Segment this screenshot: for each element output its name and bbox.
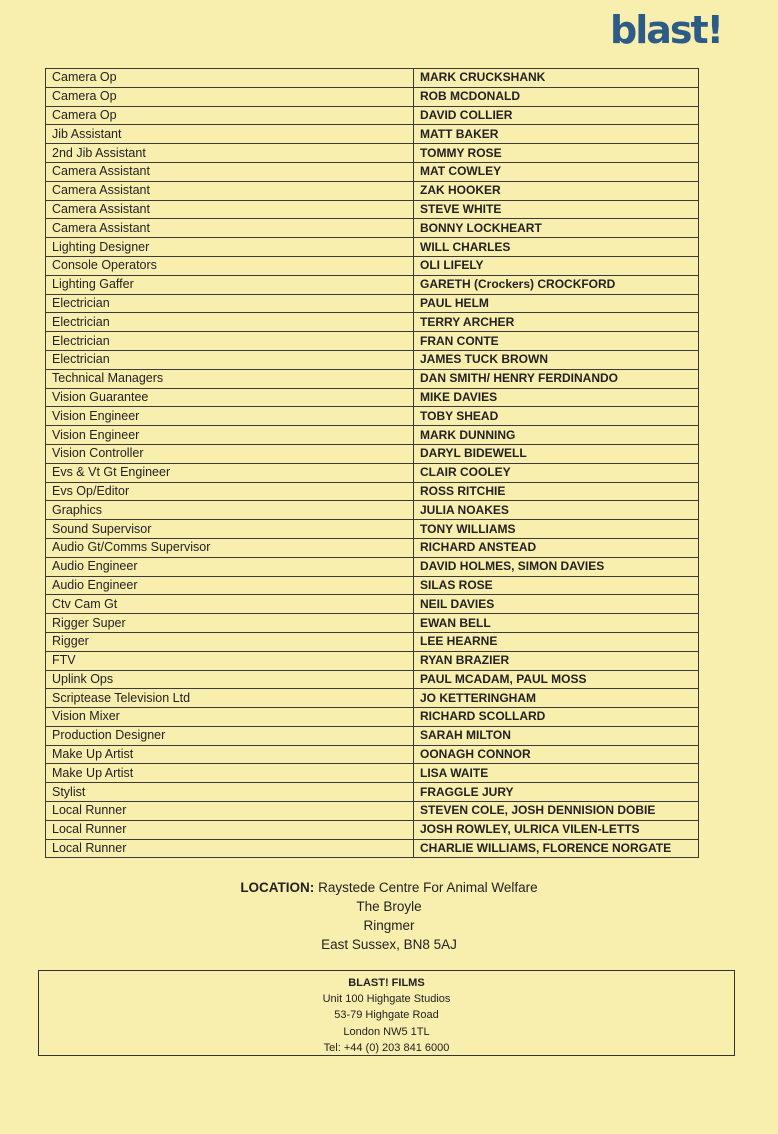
crew-role: Make Up Artist [46, 764, 414, 783]
crew-row [46, 463, 699, 482]
crew-role: Rigger [46, 632, 414, 651]
crew-role: Camera Assistant [46, 200, 414, 219]
crew-name: CLAIR COOLEY [414, 463, 699, 482]
crew-role: Console Operators [46, 256, 414, 275]
crew-role: Graphics [46, 501, 414, 520]
location-line-1 [0, 878, 778, 897]
crew-role: Ctv Cam Gt [46, 595, 414, 614]
crew-row [46, 444, 699, 463]
crew-row [46, 689, 699, 708]
crew-row [46, 200, 699, 219]
contact-line-2: 53-79 Highgate Road [334, 1009, 439, 1022]
crew-table-body [46, 69, 699, 858]
crew-role: Sound Supervisor [46, 520, 414, 539]
crew-role: Electrician [46, 350, 414, 369]
crew-row [46, 745, 699, 764]
crew-name: MARK DUNNING [414, 426, 699, 445]
crew-row [46, 219, 699, 238]
crew-name: DAVID COLLIER [414, 106, 699, 125]
crew-row [46, 614, 699, 633]
crew-name: MAT COWLEY [414, 162, 699, 181]
crew-role: 2nd Jib Assistant [46, 144, 414, 163]
crew-name: RYAN BRAZIER [414, 651, 699, 670]
crew-row [46, 181, 699, 200]
crew-row [46, 557, 699, 576]
crew-role: Rigger Super [46, 614, 414, 633]
crew-row [46, 407, 699, 426]
crew-row [46, 369, 699, 388]
contact-title: BLAST! FILMS [348, 977, 425, 989]
crew-role: Technical Managers [46, 369, 414, 388]
crew-name: SILAS ROSE [414, 576, 699, 595]
crew-row [46, 538, 699, 557]
crew-row [46, 106, 699, 125]
contact-line-1: Unit 100 Highgate Studios [322, 993, 451, 1006]
crew-row [46, 313, 699, 332]
crew-name: TERRY ARCHER [414, 313, 699, 332]
crew-name: GARETH (Crockers) CROCKFORD [414, 275, 699, 294]
crew-name: MARK CRUCKSHANK [414, 69, 699, 88]
crew-row [46, 501, 699, 520]
crew-role: FTV [46, 651, 414, 670]
crew-name: LISA WAITE [414, 764, 699, 783]
crew-name: STEVEN COLE, JOSH DENNISION DOBIE [414, 802, 699, 821]
crew-name: NEIL DAVIES [414, 595, 699, 614]
crew-role: Camera Assistant [46, 219, 414, 238]
crew-row [46, 520, 699, 539]
crew-role: Vision Guarantee [46, 388, 414, 407]
crew-role: Local Runner [46, 839, 414, 858]
crew-role: Make Up Artist [46, 745, 414, 764]
crew-role: Electrician [46, 332, 414, 351]
contact-box [38, 970, 735, 1056]
crew-row [46, 350, 699, 369]
crew-role: Electrician [46, 294, 414, 313]
crew-name: ZAK HOOKER [414, 181, 699, 200]
crew-name: TOBY SHEAD [414, 407, 699, 426]
crew-role: Local Runner [46, 802, 414, 821]
crew-name: OONAGH CONNOR [414, 745, 699, 764]
crew-role: Camera Assistant [46, 162, 414, 181]
location-label: LOCATION: [240, 880, 315, 895]
crew-name: RICHARD SCOLLARD [414, 708, 699, 727]
crew-name: JAMES TUCK BROWN [414, 350, 699, 369]
crew-row [46, 388, 699, 407]
crew-role: Lighting Gaffer [46, 275, 414, 294]
crew-table [45, 68, 699, 858]
crew-row [46, 820, 699, 839]
location-line-4: East Sussex, BN8 5AJ [321, 937, 457, 952]
crew-role: Electrician [46, 313, 414, 332]
crew-row [46, 87, 699, 106]
crew-role: Vision Engineer [46, 407, 414, 426]
crew-role: Stylist [46, 783, 414, 802]
crew-name: BONNY LOCKHEART [414, 219, 699, 238]
contact-line-4: Tel: +44 (0) 203 841 6000 [323, 1041, 450, 1054]
crew-row [46, 764, 699, 783]
crew-role: Scriptease Television Ltd [46, 689, 414, 708]
crew-name: ROB MCDONALD [414, 87, 699, 106]
crew-role: Audio Engineer [46, 557, 414, 576]
crew-name: LEE HEARNE [414, 632, 699, 651]
crew-name: PAUL MCADAM, PAUL MOSS [414, 670, 699, 689]
crew-name: RICHARD ANSTEAD [414, 538, 699, 557]
crew-role: Jib Assistant [46, 125, 414, 144]
crew-role: Audio Gt/Comms Supervisor [46, 538, 414, 557]
crew-role: Uplink Ops [46, 670, 414, 689]
crew-row [46, 482, 699, 501]
blast-logo: blast! [610, 8, 722, 52]
crew-role: Audio Engineer [46, 576, 414, 595]
crew-role: Production Designer [46, 726, 414, 745]
crew-row [46, 294, 699, 313]
crew-row [46, 256, 699, 275]
crew-row [46, 125, 699, 144]
crew-row [46, 238, 699, 257]
crew-role: Vision Controller [46, 444, 414, 463]
location-line-3: Ringmer [363, 918, 415, 933]
crew-name: DAN SMITH/ HENRY FERDINANDO [414, 369, 699, 388]
crew-name: JULIA NOAKES [414, 501, 699, 520]
crew-role: Evs & Vt Gt Engineer [46, 463, 414, 482]
crew-row [46, 651, 699, 670]
crew-role: Camera Op [46, 106, 414, 125]
crew-name: TOMMY ROSE [414, 144, 699, 163]
crew-name: TONY WILLIAMS [414, 520, 699, 539]
crew-row [46, 632, 699, 651]
crew-name: ROSS RITCHIE [414, 482, 699, 501]
crew-role: Evs Op/Editor [46, 482, 414, 501]
location-line-2: The Broyle [356, 899, 422, 914]
crew-row [46, 162, 699, 181]
crew-role: Lighting Designer [46, 238, 414, 257]
crew-row [46, 332, 699, 351]
crew-name: MIKE DAVIES [414, 388, 699, 407]
contact-line-3: London NW5 1TL [343, 1025, 430, 1038]
crew-name: STEVE WHITE [414, 200, 699, 219]
crew-name: CHARLIE WILLIAMS, FLORENCE NORGATE [414, 839, 699, 858]
crew-row [46, 708, 699, 727]
crew-row [46, 595, 699, 614]
crew-name: JOSH ROWLEY, ULRICA VILEN-LETTS [414, 820, 699, 839]
crew-role: Camera Op [46, 87, 414, 106]
crew-role: Local Runner [46, 820, 414, 839]
crew-name: FRAN CONTE [414, 332, 699, 351]
crew-role: Vision Mixer [46, 708, 414, 727]
crew-row [46, 576, 699, 595]
location-block [0, 878, 778, 954]
crew-name: MATT BAKER [414, 125, 699, 144]
crew-role: Vision Engineer [46, 426, 414, 445]
crew-name: EWAN BELL [414, 614, 699, 633]
crew-name: DAVID HOLMES, SIMON DAVIES [414, 557, 699, 576]
crew-row [46, 670, 699, 689]
crew-row [46, 802, 699, 821]
crew-row [46, 144, 699, 163]
crew-name: FRAGGLE JURY [414, 783, 699, 802]
crew-role: Camera Op [46, 69, 414, 88]
crew-name: WILL CHARLES [414, 238, 699, 257]
crew-name: OLI LIFELY [414, 256, 699, 275]
crew-row [46, 426, 699, 445]
crew-row [46, 69, 699, 88]
location-venue: Raystede Centre For Animal Welfare [318, 880, 538, 895]
crew-name: PAUL HELM [414, 294, 699, 313]
crew-name: DARYL BIDEWELL [414, 444, 699, 463]
crew-role: Camera Assistant [46, 181, 414, 200]
crew-name: SARAH MILTON [414, 726, 699, 745]
crew-name: JO KETTERINGHAM [414, 689, 699, 708]
crew-row [46, 783, 699, 802]
crew-row [46, 275, 699, 294]
crew-row [46, 839, 699, 858]
crew-row [46, 726, 699, 745]
